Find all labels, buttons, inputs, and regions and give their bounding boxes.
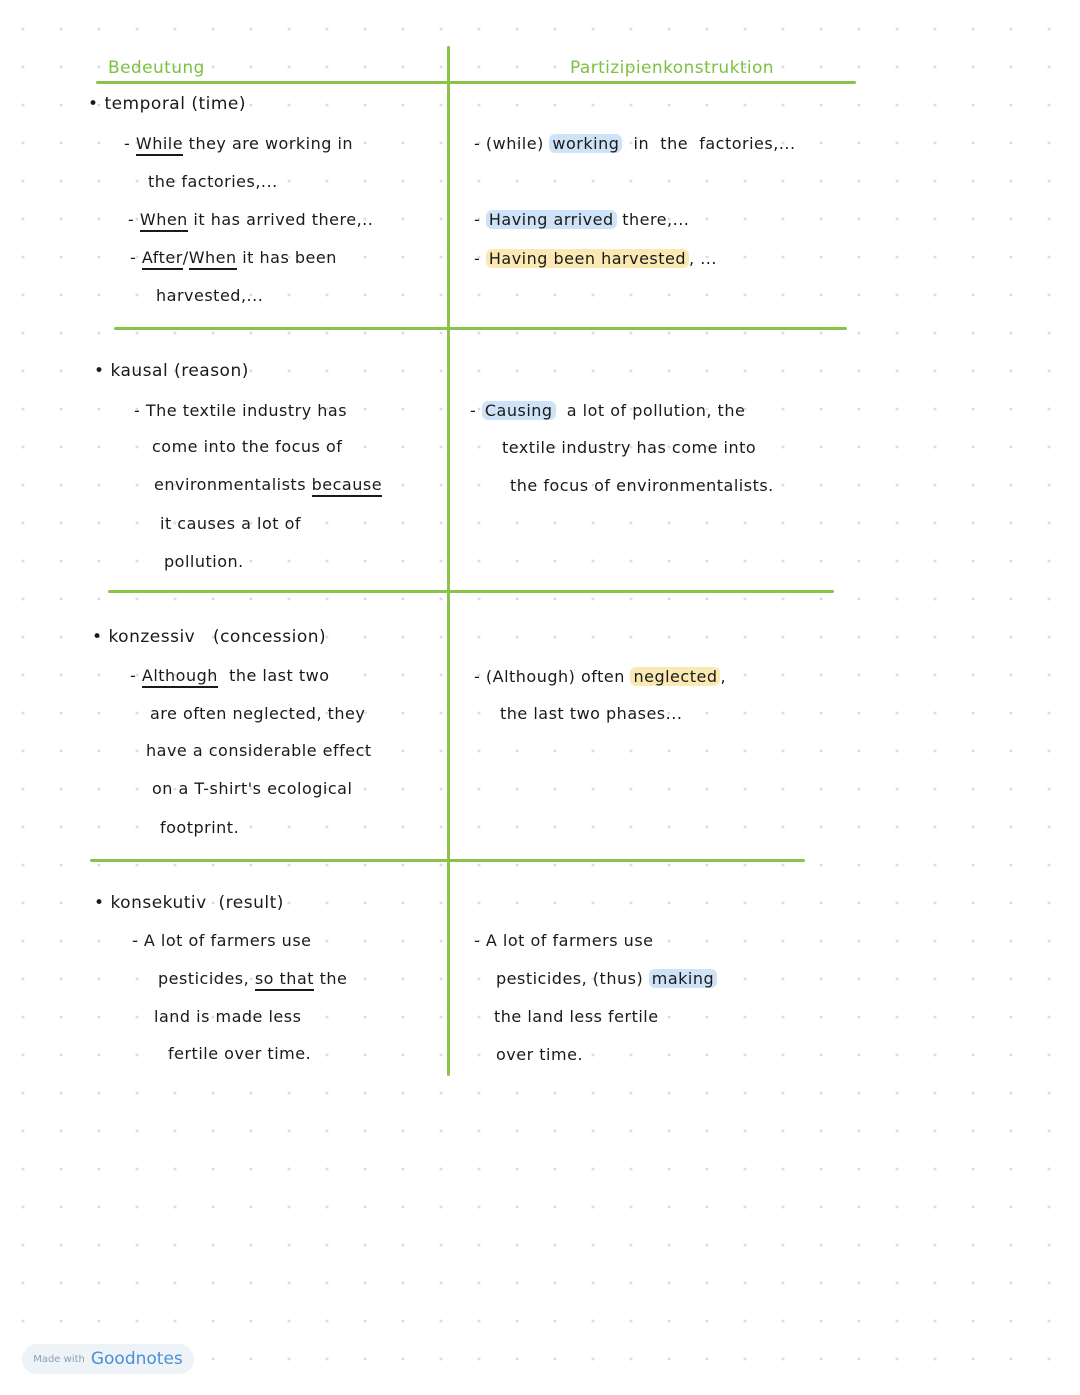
text: the last two [217, 666, 330, 685]
dash: - [474, 667, 481, 686]
column-divider [447, 46, 450, 1076]
text: environmentalists [154, 475, 312, 494]
dash: - [474, 931, 481, 950]
text: in the factories,... [622, 134, 796, 153]
header-rule [96, 81, 856, 84]
participle-highlight: working [549, 134, 622, 153]
dash: - [130, 248, 137, 267]
made-with-label: Made with [33, 1353, 85, 1365]
participle-line [474, 210, 689, 230]
participle-line [470, 401, 745, 421]
text: the last two phases... [500, 704, 683, 723]
conjunction: When [189, 248, 237, 270]
example-line [130, 666, 330, 686]
text: are often neglected, they [150, 704, 366, 723]
dash: - [128, 210, 135, 229]
participle-line [474, 134, 796, 154]
example-line [154, 1007, 301, 1027]
example-line [148, 172, 278, 192]
example-line [150, 704, 365, 724]
text: The textile industry has [145, 401, 348, 420]
goodnotes-logo-text: Goodnotes [90, 1349, 183, 1369]
bullet: • [88, 94, 99, 114]
example-line [152, 779, 352, 799]
text: it has arrived there,.. [187, 210, 374, 229]
example-line [152, 437, 342, 457]
example-line [156, 286, 263, 306]
text: , [720, 667, 727, 686]
example-line [154, 475, 382, 495]
text: pesticides, (thus) [496, 969, 649, 988]
category-konzessiv [92, 627, 326, 647]
text: (Although) often [485, 667, 631, 686]
category-kausal [94, 361, 249, 381]
conjunction: because [312, 475, 382, 497]
text: the factories,... [148, 172, 278, 191]
text: on a T-shirt's ecological [152, 779, 353, 798]
category-temporal [88, 94, 246, 114]
text: footprint. [160, 818, 240, 837]
conjunction: After [142, 248, 183, 270]
participle-line [502, 438, 756, 458]
bullet: • [94, 361, 105, 381]
dash: - [124, 134, 131, 153]
conjunction: so that [255, 969, 314, 991]
section-divider-1 [114, 327, 847, 330]
example-line [158, 969, 347, 989]
example-line [168, 1044, 311, 1064]
example-line [160, 818, 239, 838]
header-right: Partizipienkonstruktion [570, 58, 774, 78]
participle-line [500, 704, 682, 724]
example-line [124, 134, 353, 154]
category-title: kausal (reason) [110, 361, 249, 381]
category-title: konzessiv (concession) [108, 627, 327, 647]
participle-highlight: making [649, 969, 717, 988]
text: , ... [689, 249, 717, 268]
text: the land less fertile [494, 1007, 659, 1026]
conjunction: Although [142, 666, 218, 688]
text: there,... [616, 210, 690, 229]
text: pesticides, [158, 969, 255, 988]
text: pollution. [164, 552, 244, 571]
participle-line [496, 1045, 583, 1065]
dash: - [132, 931, 139, 950]
text: have a considerable effect [146, 741, 372, 760]
section-divider-3 [90, 859, 805, 862]
text: they are working in [183, 134, 354, 153]
text: come into the focus of [152, 437, 343, 456]
category-title: konsekutiv (result) [110, 893, 284, 913]
bullet: • [94, 893, 105, 913]
example-line [130, 248, 337, 268]
example-line [164, 552, 244, 572]
dash: - [474, 249, 481, 268]
text: fertile over time. [168, 1044, 312, 1063]
text: land is made less [154, 1007, 302, 1026]
participle-highlight: neglected [630, 667, 720, 686]
conjunction: When [140, 210, 188, 232]
text: A lot of farmers use [485, 931, 654, 950]
text: it causes a lot of [160, 514, 302, 533]
separator: / [182, 248, 189, 267]
example-line [160, 514, 301, 534]
text: (while) [485, 134, 550, 153]
dash: - [134, 401, 141, 420]
dash: - [470, 401, 477, 420]
text: over time. [496, 1045, 583, 1064]
bullet: • [92, 627, 103, 647]
category-title: temporal (time) [104, 94, 247, 114]
participle-highlight: Having been harvested [486, 249, 689, 268]
text: A lot of farmers use [143, 931, 312, 950]
participle-highlight: Causing [482, 401, 556, 420]
text: a lot of pollution, the [555, 401, 746, 420]
example-line [132, 931, 312, 951]
section-divider-2 [108, 590, 834, 593]
example-line [146, 741, 372, 761]
text: the focus of environmentalists. [510, 476, 774, 495]
dash: - [474, 210, 481, 229]
participle-line [494, 1007, 659, 1027]
participle-line [496, 969, 717, 989]
text: textile industry has come into [502, 438, 757, 457]
example-line [134, 401, 347, 421]
example-line [128, 210, 373, 230]
participle-line [474, 667, 726, 687]
participle-highlight: Having arrived [486, 210, 617, 229]
text: harvested,... [156, 286, 264, 305]
participle-line [474, 931, 654, 951]
category-konsekutiv [94, 893, 284, 913]
goodnotes-badge[interactable] [22, 1344, 194, 1374]
text: the [314, 969, 348, 988]
dash: - [130, 666, 137, 685]
header-left: Bedeutung [108, 58, 205, 78]
dash: - [474, 134, 481, 153]
participle-line [474, 249, 717, 269]
text: it has been [236, 248, 337, 267]
conjunction: While [136, 134, 183, 156]
participle-line [510, 476, 774, 496]
